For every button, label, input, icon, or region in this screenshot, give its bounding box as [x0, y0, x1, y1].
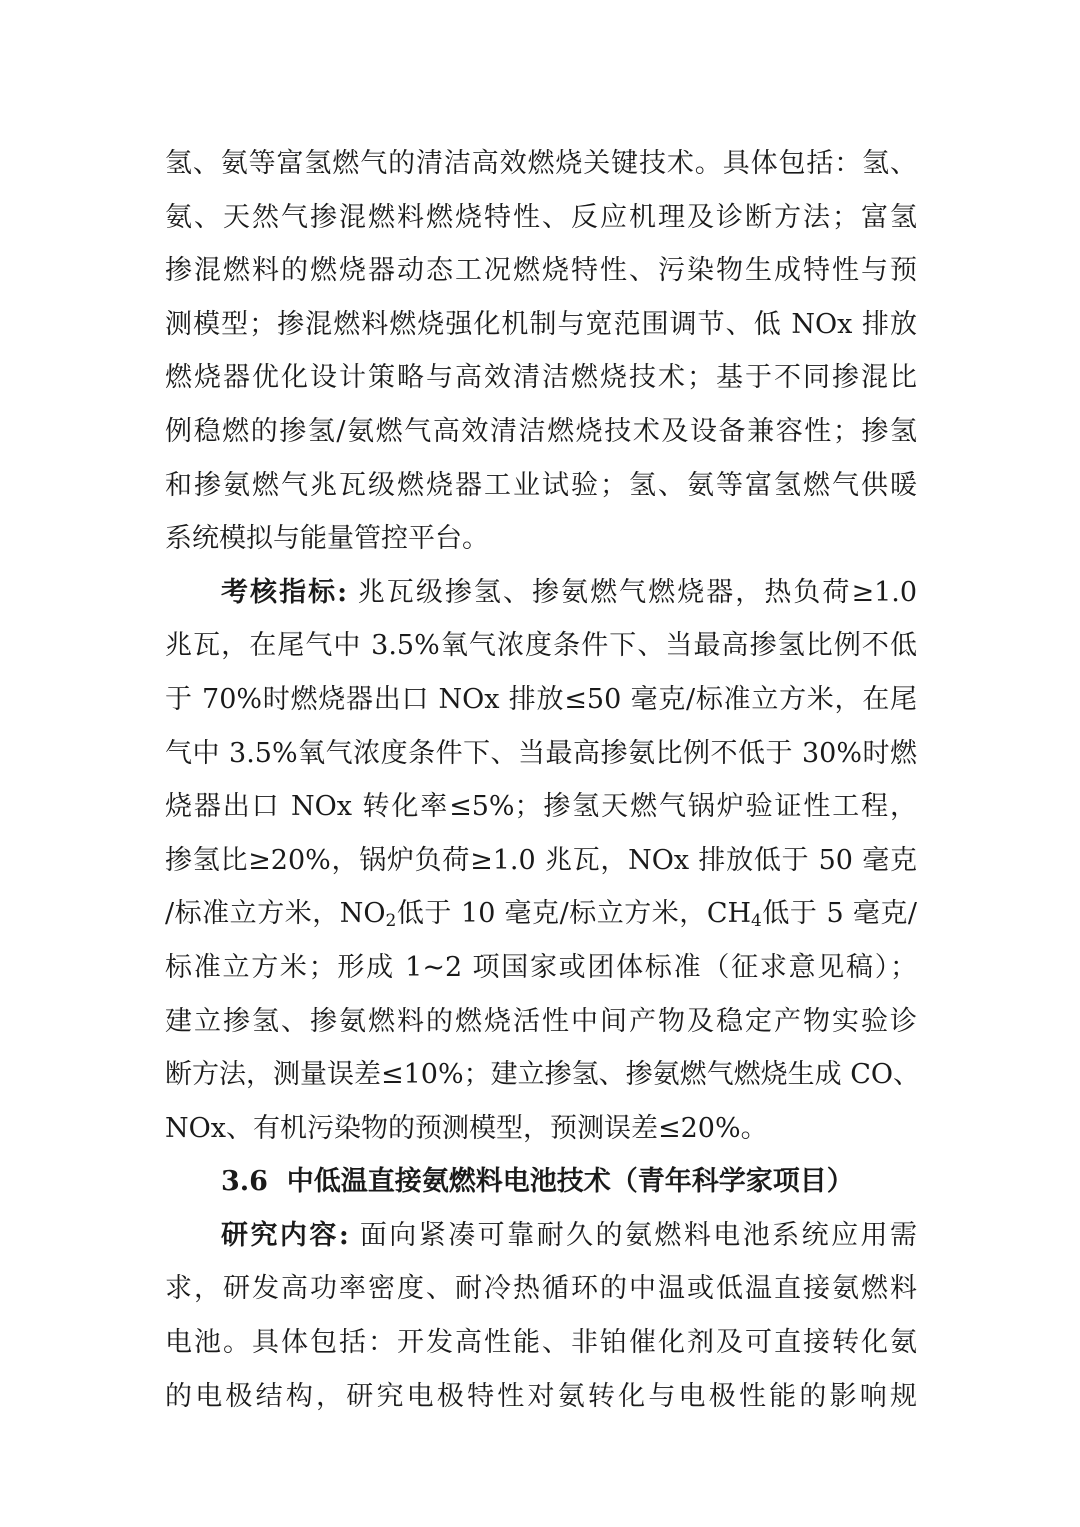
document-page — [165, 137, 921, 1423]
research-label: 研究内容: — [221, 1219, 349, 1251]
text-line: 掺混燃料的燃烧器动态工况燃烧特性、污染物生成特性与预 — [165, 255, 917, 287]
ch4-subscript: 4 — [751, 911, 762, 932]
section-heading — [165, 1155, 917, 1209]
text-line: 例稳燃的掺氢/氨燃气高效清洁燃烧技术及设备兼容性；掺氢 — [165, 415, 917, 447]
text-line: 测模型；掺混燃料燃烧强化机制与宽范围调节、低 NOx 排放 — [165, 308, 917, 340]
text-line: 求，研发高功率密度、耐冷热循环的中温或低温直接氨燃料 — [165, 1273, 917, 1305]
section-number: 3.6 — [221, 1166, 268, 1198]
text-line: 系统模拟与能量管控平台。 — [165, 523, 489, 555]
text-line — [165, 1209, 917, 1263]
text-line: 标准立方米；形成 1~2 项国家或团体标准（征求意见稿）； — [165, 951, 917, 983]
text-line: 气中 3.5%氧气浓度条件下、当最高掺氨比例不低于 30%时燃 — [165, 737, 917, 769]
text-line: 建立掺氢、掺氨燃料的燃烧活性中间产物及稳定产物实验诊 — [165, 1005, 917, 1037]
paragraph-key-tech — [165, 137, 917, 566]
text-line: 和掺氨燃气兆瓦级燃烧器工业试验；氢、氨等富氢燃气供暖 — [165, 469, 917, 501]
indicators-label: 考核指标: — [221, 576, 348, 608]
paragraph-indicators — [165, 566, 921, 1156]
text-line: 氢、氨等富氢燃气的清洁高效燃烧关键技术。具体包括：氢、 — [165, 148, 917, 179]
text-line — [165, 566, 917, 620]
research-text: 面向紧凑可靠耐久的氨燃料电池系统应用需 — [359, 1219, 918, 1251]
text-line: NOx、有机污染物的预测模型，预测误差≤20%。 — [165, 1112, 768, 1144]
indicators-text: 兆瓦级掺氢、掺氨燃气燃烧器，热负荷≥1.0 — [357, 576, 918, 608]
text-line: 烧器出口 NOx 转化率≤5%；掺氢天燃气锅炉验证性工程， — [165, 791, 917, 823]
text-line: 掺氢比≥20%，锅炉负荷≥1.0 兆瓦，NOx 排放低于 50 毫克 — [165, 844, 917, 876]
text-line: 于 70%时燃烧器出口 NOx 排放≤50 毫克/标准立方米，在尾 — [165, 683, 917, 715]
ch4-limit-text: 低于 5 毫克/ — [761, 898, 917, 930]
no2-subscript: 2 — [385, 911, 397, 932]
section-title: 中低温直接氨燃料电池技术（青年科学家项目） — [286, 1166, 854, 1198]
text-line: 兆瓦，在尾气中 3.5%氧气浓度条件下、当最高掺氢比例不低 — [165, 630, 917, 662]
no2-text: /标准立方米，NO — [165, 898, 386, 930]
text-line — [165, 887, 917, 941]
text-line: 氨、天然气掺混燃料燃烧特性、反应机理及诊断方法；富氢 — [165, 201, 917, 233]
paragraph-research — [165, 1209, 917, 1423]
ch4-text: 低于 10 毫克/标立方米，CH — [396, 898, 752, 930]
text-line: 的电极结构，研究电极特性对氨转化与电极性能的影响规 — [165, 1380, 917, 1412]
text-line: 断方法，测量误差≤10%；建立掺氢、掺氨燃气燃烧生成 CO、 — [165, 1059, 921, 1091]
text-line: 燃烧器优化设计策略与高效清洁燃烧技术；基于不同掺混比 — [165, 362, 917, 394]
text-line: 电池。具体包括：开发高性能、非铂催化剂及可直接转化氨 — [165, 1327, 917, 1359]
